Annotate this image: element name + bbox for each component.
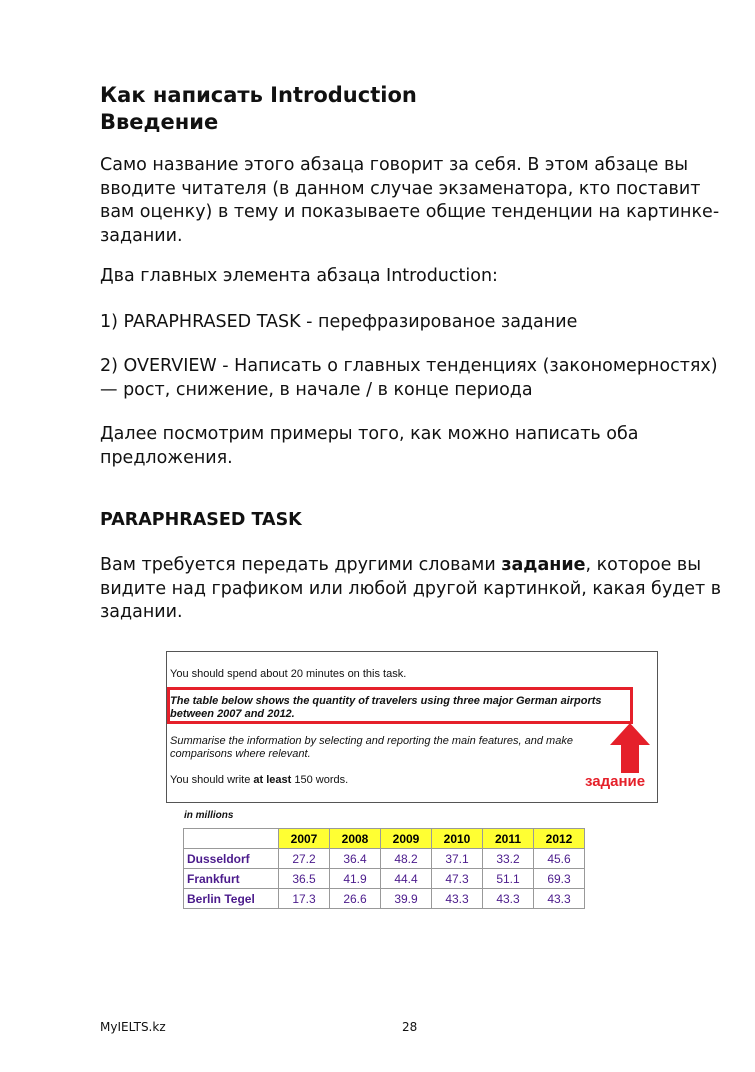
table-header-row: [184, 829, 585, 849]
value-cell: 47.3: [432, 869, 483, 889]
section-text-bold: задание: [501, 555, 586, 575]
up-arrow-icon: [610, 723, 650, 773]
year-header: 2010: [432, 829, 483, 849]
year-header: 2012: [534, 829, 585, 849]
table-row: [184, 869, 585, 889]
year-header: 2011: [483, 829, 534, 849]
task-prompt-line-1: The table below shows the quantity of travelers using three major German airports: [170, 695, 602, 707]
value-cell: 69.3: [534, 869, 585, 889]
section-title: PARAPHRASED TASK: [100, 510, 302, 530]
heading-line-1: Как написать Introduction: [100, 83, 417, 107]
task-summary: [170, 735, 573, 761]
task-time: You should spend about 20 minutes on this task.: [170, 668, 407, 680]
section-text-before: Вам требуется передать другими словами: [100, 555, 502, 575]
task-words-bold: at least: [253, 774, 292, 786]
value-cell: 37.1: [432, 849, 483, 869]
next-paragraph: Далее посмотрим примеры того, как можно написать оба предложения.: [100, 424, 639, 468]
year-header: 2008: [330, 829, 381, 849]
task-summary-line-2: comparisons where relevant.: [170, 748, 311, 760]
airport-table: [183, 828, 585, 909]
task-words-after: 150 words.: [291, 774, 349, 786]
intro-paragraph: Само название этого абзаца говорит за себя. В этом абзаце вы вводите читателя (в данном случае экзаменатора, кто поставит вам оценку) в тему и показываете общие тенденции на картинке-задании.: [100, 155, 720, 246]
task-prompt-line-2: between 2007 and 2012.: [170, 708, 295, 720]
value-cell: 27.2: [279, 849, 330, 869]
task-words-before: You should write: [170, 774, 254, 786]
task-label: задание: [585, 773, 646, 790]
page-heading: [100, 82, 417, 136]
elements-paragraph: Два главных элемента абзаца Introduction:: [100, 266, 498, 286]
table-caption: in millions: [184, 810, 234, 821]
list-item-overview: 2) OVERVIEW - Написать о главных тенденциях (закономерностях) — рост, снижение, в начале / в конце периода: [100, 356, 718, 400]
value-cell: 51.1: [483, 869, 534, 889]
task-highlight-box: [167, 687, 633, 724]
value-cell: 33.2: [483, 849, 534, 869]
value-cell: 43.3: [483, 889, 534, 909]
page-number: 28: [402, 1020, 418, 1034]
value-cell: 36.5: [279, 869, 330, 889]
task-summary-line-1: Summarise the information by selecting and reporting the main features, and make: [170, 735, 573, 747]
heading-line-2: Введение: [100, 110, 219, 134]
table-row: [184, 849, 585, 869]
value-cell: 43.3: [432, 889, 483, 909]
value-cell: 45.6: [534, 849, 585, 869]
value-cell: 43.3: [534, 889, 585, 909]
footer-site: MyIELTS.kz: [100, 1020, 166, 1034]
table-corner-cell: [184, 829, 279, 849]
value-cell: 41.9: [330, 869, 381, 889]
year-header: 2009: [381, 829, 432, 849]
task-word-count: [170, 774, 348, 787]
city-cell: Berlin Tegel: [184, 889, 279, 909]
city-cell: Frankfurt: [184, 869, 279, 889]
year-header: 2007: [279, 829, 330, 849]
value-cell: 26.6: [330, 889, 381, 909]
value-cell: 39.9: [381, 889, 432, 909]
list-item-paraphrased: 1) PARAPHRASED TASK - перефразированое задание: [100, 312, 578, 332]
table-row: [184, 889, 585, 909]
section-paragraph: [100, 554, 730, 625]
value-cell: 36.4: [330, 849, 381, 869]
section-text-after: , которое вы видите над графиком или любой другой картинкой, какая будет в задании.: [100, 555, 722, 622]
city-cell: Dusseldorf: [184, 849, 279, 869]
value-cell: 48.2: [381, 849, 432, 869]
value-cell: 17.3: [279, 889, 330, 909]
value-cell: 44.4: [381, 869, 432, 889]
